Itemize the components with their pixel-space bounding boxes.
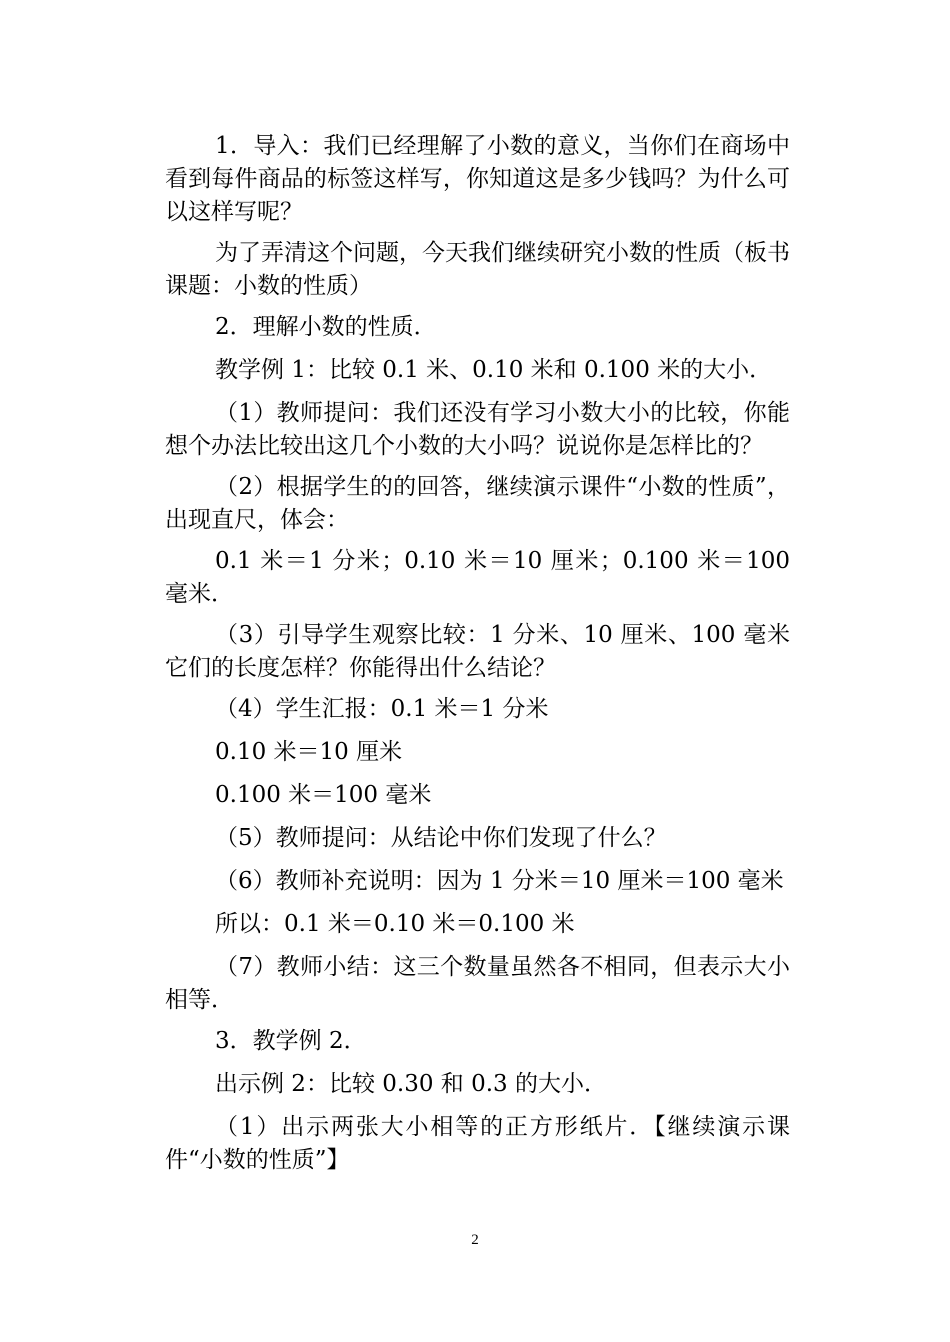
paragraph-step-7: （7）教师小结：这三个数量虽然各不相同，但表示大小相等． xyxy=(165,954,790,1013)
paragraph-example-2-step-1: （1）出示两张大小相等的正方形纸片．【继续演示课件“小数的性质”】 xyxy=(165,1114,790,1173)
paragraph-therefore: 所以：0.1 米＝0.10 米＝0.100 米 xyxy=(215,911,575,937)
document-body xyxy=(165,130,790,1187)
paragraph-step-1: （1）教师提问：我们还没有学习小数大小的比较，你能想个办法比较出这几个小数的大小吗？说说你是怎样比的？ xyxy=(165,400,790,459)
paragraph-step-4: （4）学生汇报：0.1 米＝1 分米 xyxy=(215,696,549,722)
page-number: 2 xyxy=(471,1232,479,1248)
paragraph-example-1: 教学例 1：比较 0.1 米、0.10 米和 0.100 米的大小． xyxy=(215,357,773,383)
paragraph-topic: 为了弄清这个问题，今天我们继续研究小数的性质（板书课题：小数的性质） xyxy=(165,240,790,299)
paragraph-result-cm: 0.10 米＝10 厘米 xyxy=(215,739,403,765)
paragraph-step-6: （6）教师补充说明：因为 1 分米＝10 厘米＝100 毫米 xyxy=(215,868,784,894)
paragraph-step-2: （2）根据学生的的回答，继续演示课件“小数的性质”，出现直尺，体会： xyxy=(165,474,790,533)
paragraph-section-2: 2．理解小数的性质． xyxy=(215,314,437,340)
paragraph-conversion: 0.1 米＝1 分米；0.10 米＝10 厘米；0.100 米＝100 毫米． xyxy=(165,548,790,607)
paragraph-intro: 1．导入：我们已经理解了小数的意义，当你们在商场中看到每件商品的标签这样写，你知道这是多少钱吗？为什么可以这样写呢？ xyxy=(165,133,790,225)
paragraph-example-2: 出示例 2：比较 0.30 和 0.3 的大小． xyxy=(215,1071,607,1097)
paragraph-step-5: （5）教师提问：从结论中你们发现了什么？ xyxy=(215,825,667,851)
paragraph-step-3: （3）引导学生观察比较：1 分米、10 厘米、100 毫米它们的长度怎样？你能得出什么结论？ xyxy=(165,622,790,681)
paragraph-result-mm: 0.100 米＝100 毫米 xyxy=(215,782,432,808)
paragraph-section-3: 3．教学例 2． xyxy=(215,1028,367,1054)
